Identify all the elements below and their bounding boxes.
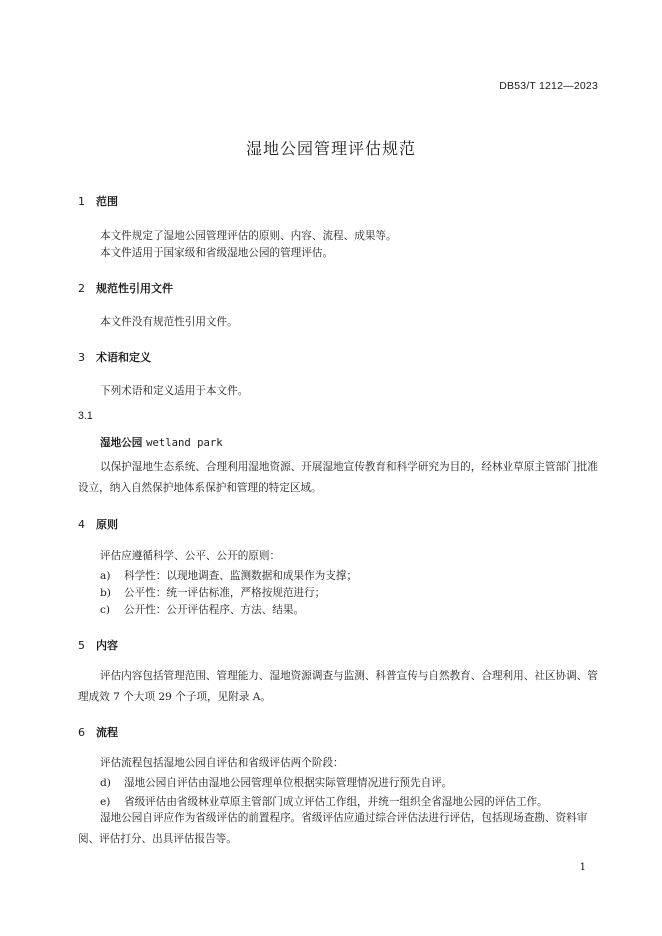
section-number: 6 <box>78 726 85 739</box>
list-text: 公开性：公开评估程序、方法、结果。 <box>124 604 305 616</box>
document-title: 湿地公园管理评估规范 <box>245 139 416 158</box>
list-item <box>100 602 304 617</box>
list-item <box>100 568 357 583</box>
paragraph: 评估流程包括湿地公园自评估和省级评估两个阶段： <box>100 757 344 769</box>
section-title: 范围 <box>96 195 118 208</box>
paragraph: 本文件规定了湿地公园管理评估的原则、内容、流程、成果等。 <box>100 230 397 242</box>
paragraph: 本文件没有规范性引用文件。 <box>100 316 238 328</box>
paragraph: 本文件适用于国家级和省级湿地公园的管理评估。 <box>100 247 334 259</box>
section-title: 术语和定义 <box>96 351 151 364</box>
section-heading-6 <box>78 724 118 740</box>
paragraph: 评估内容包括管理范围、管理能力、湿地资源调查与监测、科普宣传与自然教育、合理利用、社区协调、管理成效 7 个大项 29 个子项，见附录 A。 <box>78 670 598 703</box>
list-item <box>100 794 548 809</box>
list-text: 湿地公园自评估由湿地公园管理单位根据实际管理情况进行预先自评。 <box>124 777 453 789</box>
section-title: 流程 <box>96 726 118 739</box>
section-heading-3 <box>78 349 151 365</box>
list-marker: c) <box>100 604 111 616</box>
list-item <box>100 585 325 600</box>
list-text: 科学性：以现地调查、监测数据和成果作为支撑； <box>124 570 358 582</box>
term-english: wetland park <box>146 437 223 449</box>
section-heading-5 <box>78 637 118 653</box>
list-marker: d) <box>100 777 111 789</box>
section-heading-2 <box>78 280 173 296</box>
list-marker: e) <box>100 796 111 808</box>
term-entry <box>100 435 223 450</box>
subsection-number: 3.1 <box>78 410 93 422</box>
paragraph: 下列术语和定义适用于本文件。 <box>100 385 249 397</box>
list-text: 省级评估由省级林业草原主管部门成立评估工作组，并统一组织全省湿地公园的评估工作。 <box>124 796 548 808</box>
section-number: 4 <box>78 518 85 531</box>
section-number: 5 <box>78 639 85 652</box>
paragraph: 湿地公园自评应作为省级评估的前置程序。省级评估应通过综合评估法进行评估，包括现场查勘、资料审阅、评估打分、出具评估报告等。 <box>78 812 588 845</box>
list-marker: a) <box>100 570 111 582</box>
paragraph: 评估应遵循科学、公平、公开的原则： <box>100 550 281 562</box>
page-number: 1 <box>579 862 586 873</box>
section-title: 规范性引用文件 <box>96 282 173 295</box>
section-title: 原则 <box>96 518 118 531</box>
term-chinese: 湿地公园 <box>100 437 143 449</box>
document-code: DB53/T 1212—2023 <box>499 80 598 92</box>
term-definition: 以保护湿地生态系统、合理利用湿地资源、开展湿地宣传教育和科学研究为目的，经林业草原主管部门批准设立，纳入自然保护地体系保护和管理的特定区域。 <box>78 461 598 494</box>
section-heading-1 <box>78 193 118 209</box>
list-item <box>100 775 452 790</box>
section-number: 2 <box>78 282 85 295</box>
list-marker: b) <box>100 587 111 599</box>
section-number: 3 <box>78 351 85 364</box>
list-text: 公平性：统一评估标准，严格按规范进行； <box>124 587 326 599</box>
section-heading-4 <box>78 516 118 532</box>
section-title: 内容 <box>96 639 118 652</box>
section-number: 1 <box>78 195 85 208</box>
